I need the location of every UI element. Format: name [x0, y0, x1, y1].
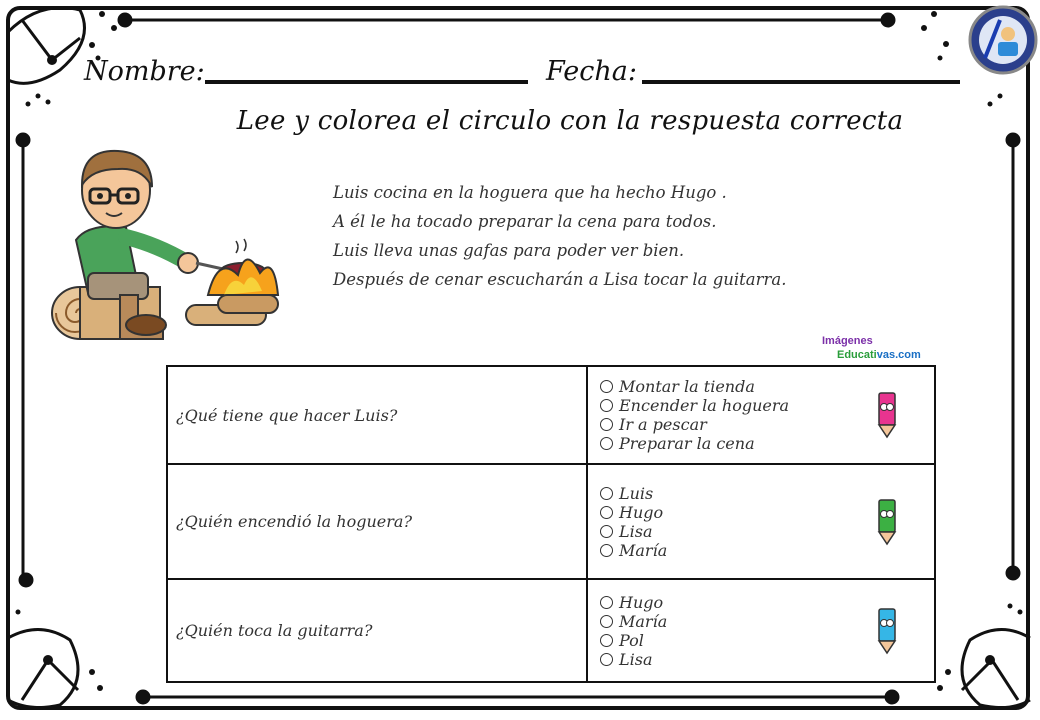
answer-circle[interactable] — [600, 399, 613, 412]
answer-cell — [587, 366, 935, 464]
answer-circle[interactable] — [600, 418, 613, 431]
question-row — [167, 579, 935, 682]
name-field[interactable] — [205, 80, 528, 84]
option-label: Lisa — [619, 649, 653, 669]
answer-circle[interactable] — [600, 615, 613, 628]
question-text: ¿Quién encendió la hoguera? — [167, 464, 587, 579]
name-label: Nombre: — [84, 56, 205, 87]
option-label: Montar la tienda — [619, 377, 755, 396]
story-line: Luis lleva unas gafas para poder ver bien. — [333, 241, 685, 260]
question-text: ¿Quién toca la guitarra? — [167, 579, 587, 682]
answer-circle[interactable] — [600, 596, 613, 609]
brand-line2 — [822, 348, 921, 362]
option-label: Encender la hoguera — [619, 396, 790, 415]
brand-line1: Imágenes — [822, 335, 873, 347]
brand-line2-a: Educati — [837, 349, 877, 361]
question-row — [167, 464, 935, 579]
question-text: ¿Qué tiene que hacer Luis? — [167, 366, 587, 464]
answer-circle[interactable] — [600, 525, 613, 538]
story-line: Luis cocina en la hoguera que ha hecho Hugo . — [333, 183, 727, 202]
story-line: A él le ha tocado preparar la cena para todos. — [333, 212, 717, 231]
quiz-table — [166, 365, 936, 683]
option-label: Pol — [619, 630, 644, 650]
story-line: Después de cenar escucharán a Lisa tocar la guitarra. — [333, 270, 787, 289]
date-label: Fecha: — [546, 56, 637, 87]
answer-circle[interactable] — [600, 653, 613, 666]
option-label: Luis — [619, 483, 654, 503]
answer-circle[interactable] — [600, 437, 613, 450]
brand-watermark — [822, 334, 921, 362]
option-label: Lisa — [619, 521, 653, 541]
answer-circle[interactable] — [600, 506, 613, 519]
answer-circle[interactable] — [600, 487, 613, 500]
answer-circle[interactable] — [600, 634, 613, 647]
option-label: María — [619, 540, 668, 560]
instruction-title: Lee y colorea el circulo con la respuesta correcta — [236, 106, 904, 136]
boy-cooking-illustration — [48, 145, 288, 345]
option-label: Hugo — [619, 502, 664, 522]
date-field[interactable] — [642, 80, 960, 84]
question-row — [167, 366, 935, 464]
campfire-icon — [186, 259, 278, 325]
story-text — [333, 178, 893, 294]
answer-cell — [587, 464, 935, 579]
answer-circle[interactable] — [600, 544, 613, 557]
pencil-icon — [876, 498, 898, 546]
answer-cell — [587, 579, 935, 682]
pencil-icon — [876, 607, 898, 655]
option-label: Hugo — [619, 592, 664, 612]
option-label: Ir a pescar — [619, 415, 707, 434]
pencil-icon — [876, 391, 898, 439]
logo-icon — [970, 7, 1036, 73]
option-label: Preparar la cena — [619, 434, 755, 453]
brand-line2-b: vas.com — [876, 349, 921, 361]
answer-circle[interactable] — [600, 380, 613, 393]
option-label: María — [619, 611, 668, 631]
